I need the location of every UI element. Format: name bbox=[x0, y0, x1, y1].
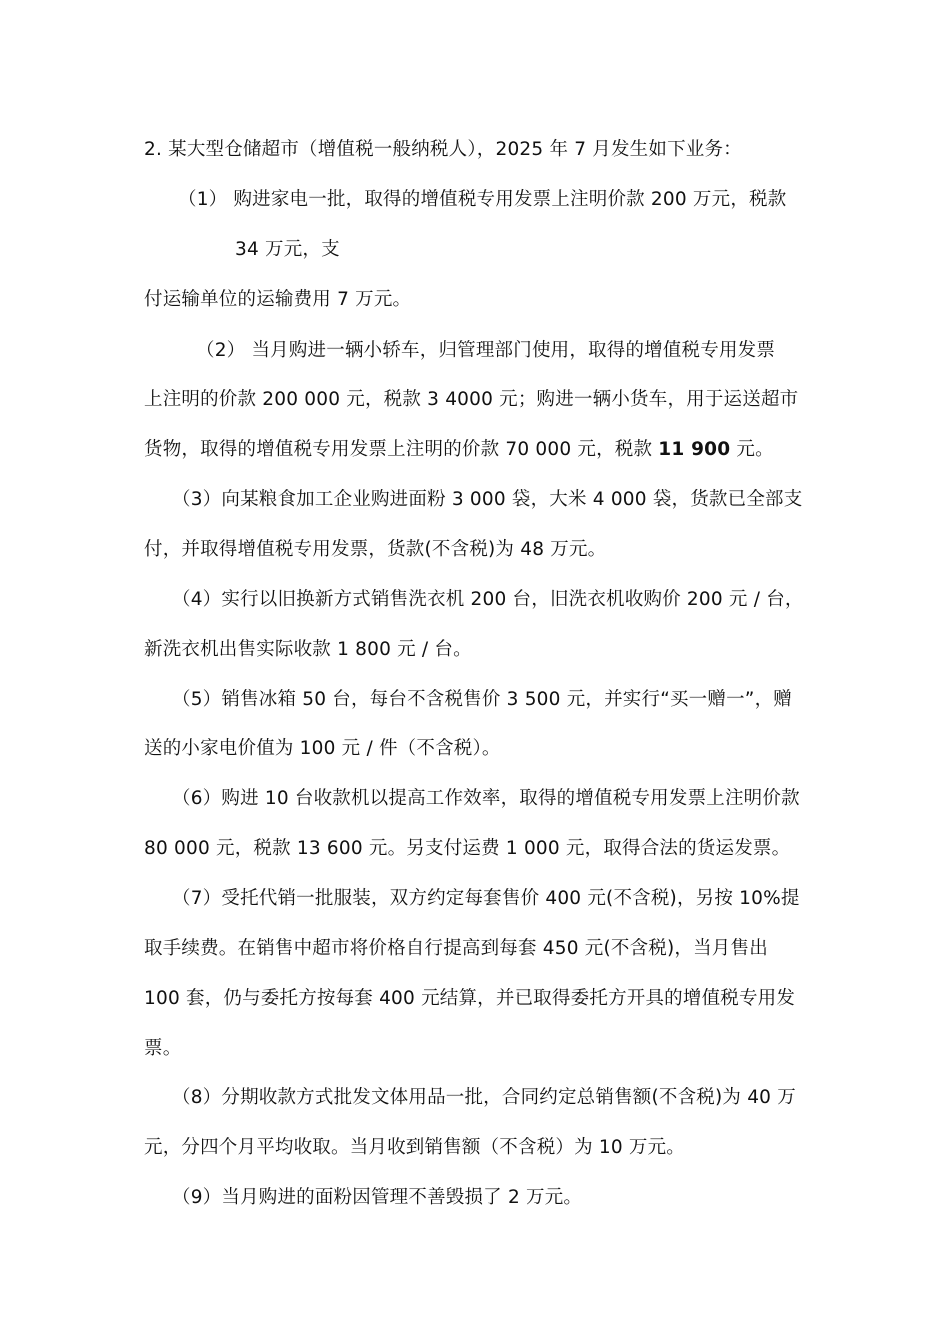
item-1-line-3: 付运输单位的运输费用 7 万元。 bbox=[144, 289, 412, 310]
item-4-line-2: 新洗衣机出售实际收款 1 800 元 / 台。 bbox=[144, 639, 472, 660]
item-2-line-3 bbox=[144, 437, 774, 463]
item-8-line-2: 元，分四个月平均收取。当月收到销售额（不含税）为 10 万元。 bbox=[144, 1137, 686, 1158]
item-5-line-2: 送的小家电价值为 100 元 / 件（不含税）。 bbox=[144, 738, 501, 759]
item-1-line-2: 34 万元，支 bbox=[235, 239, 340, 260]
item-4-line-1: （4）实行以旧换新方式销售洗衣机 200 台，旧洗衣机收购价 200 元 / 台， bbox=[172, 589, 804, 610]
item-8-line-1: （8）分期收款方式批发文体用品一批，合同约定总销售额(不含税)为 40 万 bbox=[172, 1087, 796, 1108]
item-5-line-1: （5）销售冰箱 50 台，每台不含税售价 3 500 元，并实行“买一赠一”，赠 bbox=[172, 689, 792, 710]
item-2-line-3-suffix: 元。 bbox=[730, 439, 774, 460]
item-7-line-1: （7）受托代销一批服装，双方约定每套售价 400 元(不含税)，另按 10%提 bbox=[172, 888, 800, 909]
item-9-line-1: （9）当月购进的面粉因管理不善毁损了 2 万元。 bbox=[172, 1187, 583, 1208]
item-2-line-1: （2） 当月购进一辆小轿车，归管理部门使用，取得的增值税专用发票 bbox=[196, 340, 776, 361]
item-2-line-3-text: 货物，取得的增值税专用发票上注明的价款 70 000 元，税款 bbox=[144, 439, 659, 460]
item-7-line-4: 票。 bbox=[144, 1038, 182, 1059]
item-6-line-2: 80 000 元，税款 13 600 元。另支付运费 1 000 元，取得合法的货运发票。 bbox=[144, 838, 791, 859]
item-3-line-1: （3）向某粮食加工企业购进面粉 3 000 袋，大米 4 000 袋，货款已全部支 bbox=[172, 489, 803, 510]
item-7-line-2: 取手续费。在销售中超市将价格自行提高到每套 450 元(不含税)，当月售出 bbox=[144, 938, 768, 959]
item-6-line-1: （6）购进 10 台收款机以提高工作效率，取得的增值税专用发票上注明价款 bbox=[172, 788, 800, 809]
item-1-line-1: （1） 购进家电一批，取得的增值税专用发票上注明价款 200 万元，税款 bbox=[178, 189, 787, 210]
item-7-line-3: 100 套，仍与委托方按每套 400 元结算，并已取得委托方开具的增值税专用发 bbox=[144, 988, 796, 1009]
item-2-tax-amount: 11 900 bbox=[658, 439, 731, 460]
question-heading: 2. 某大型仓储超市（增值税一般纳税人），2025 年 7 月发生如下业务： bbox=[144, 139, 742, 160]
item-3-line-2: 付，并取得增值税专用发票，货款(不含税)为 48 万元。 bbox=[144, 539, 607, 560]
item-2-line-2: 上注明的价款 200 000 元，税款 3 4000 元；购进一辆小货车，用于运送超市 bbox=[144, 389, 799, 410]
